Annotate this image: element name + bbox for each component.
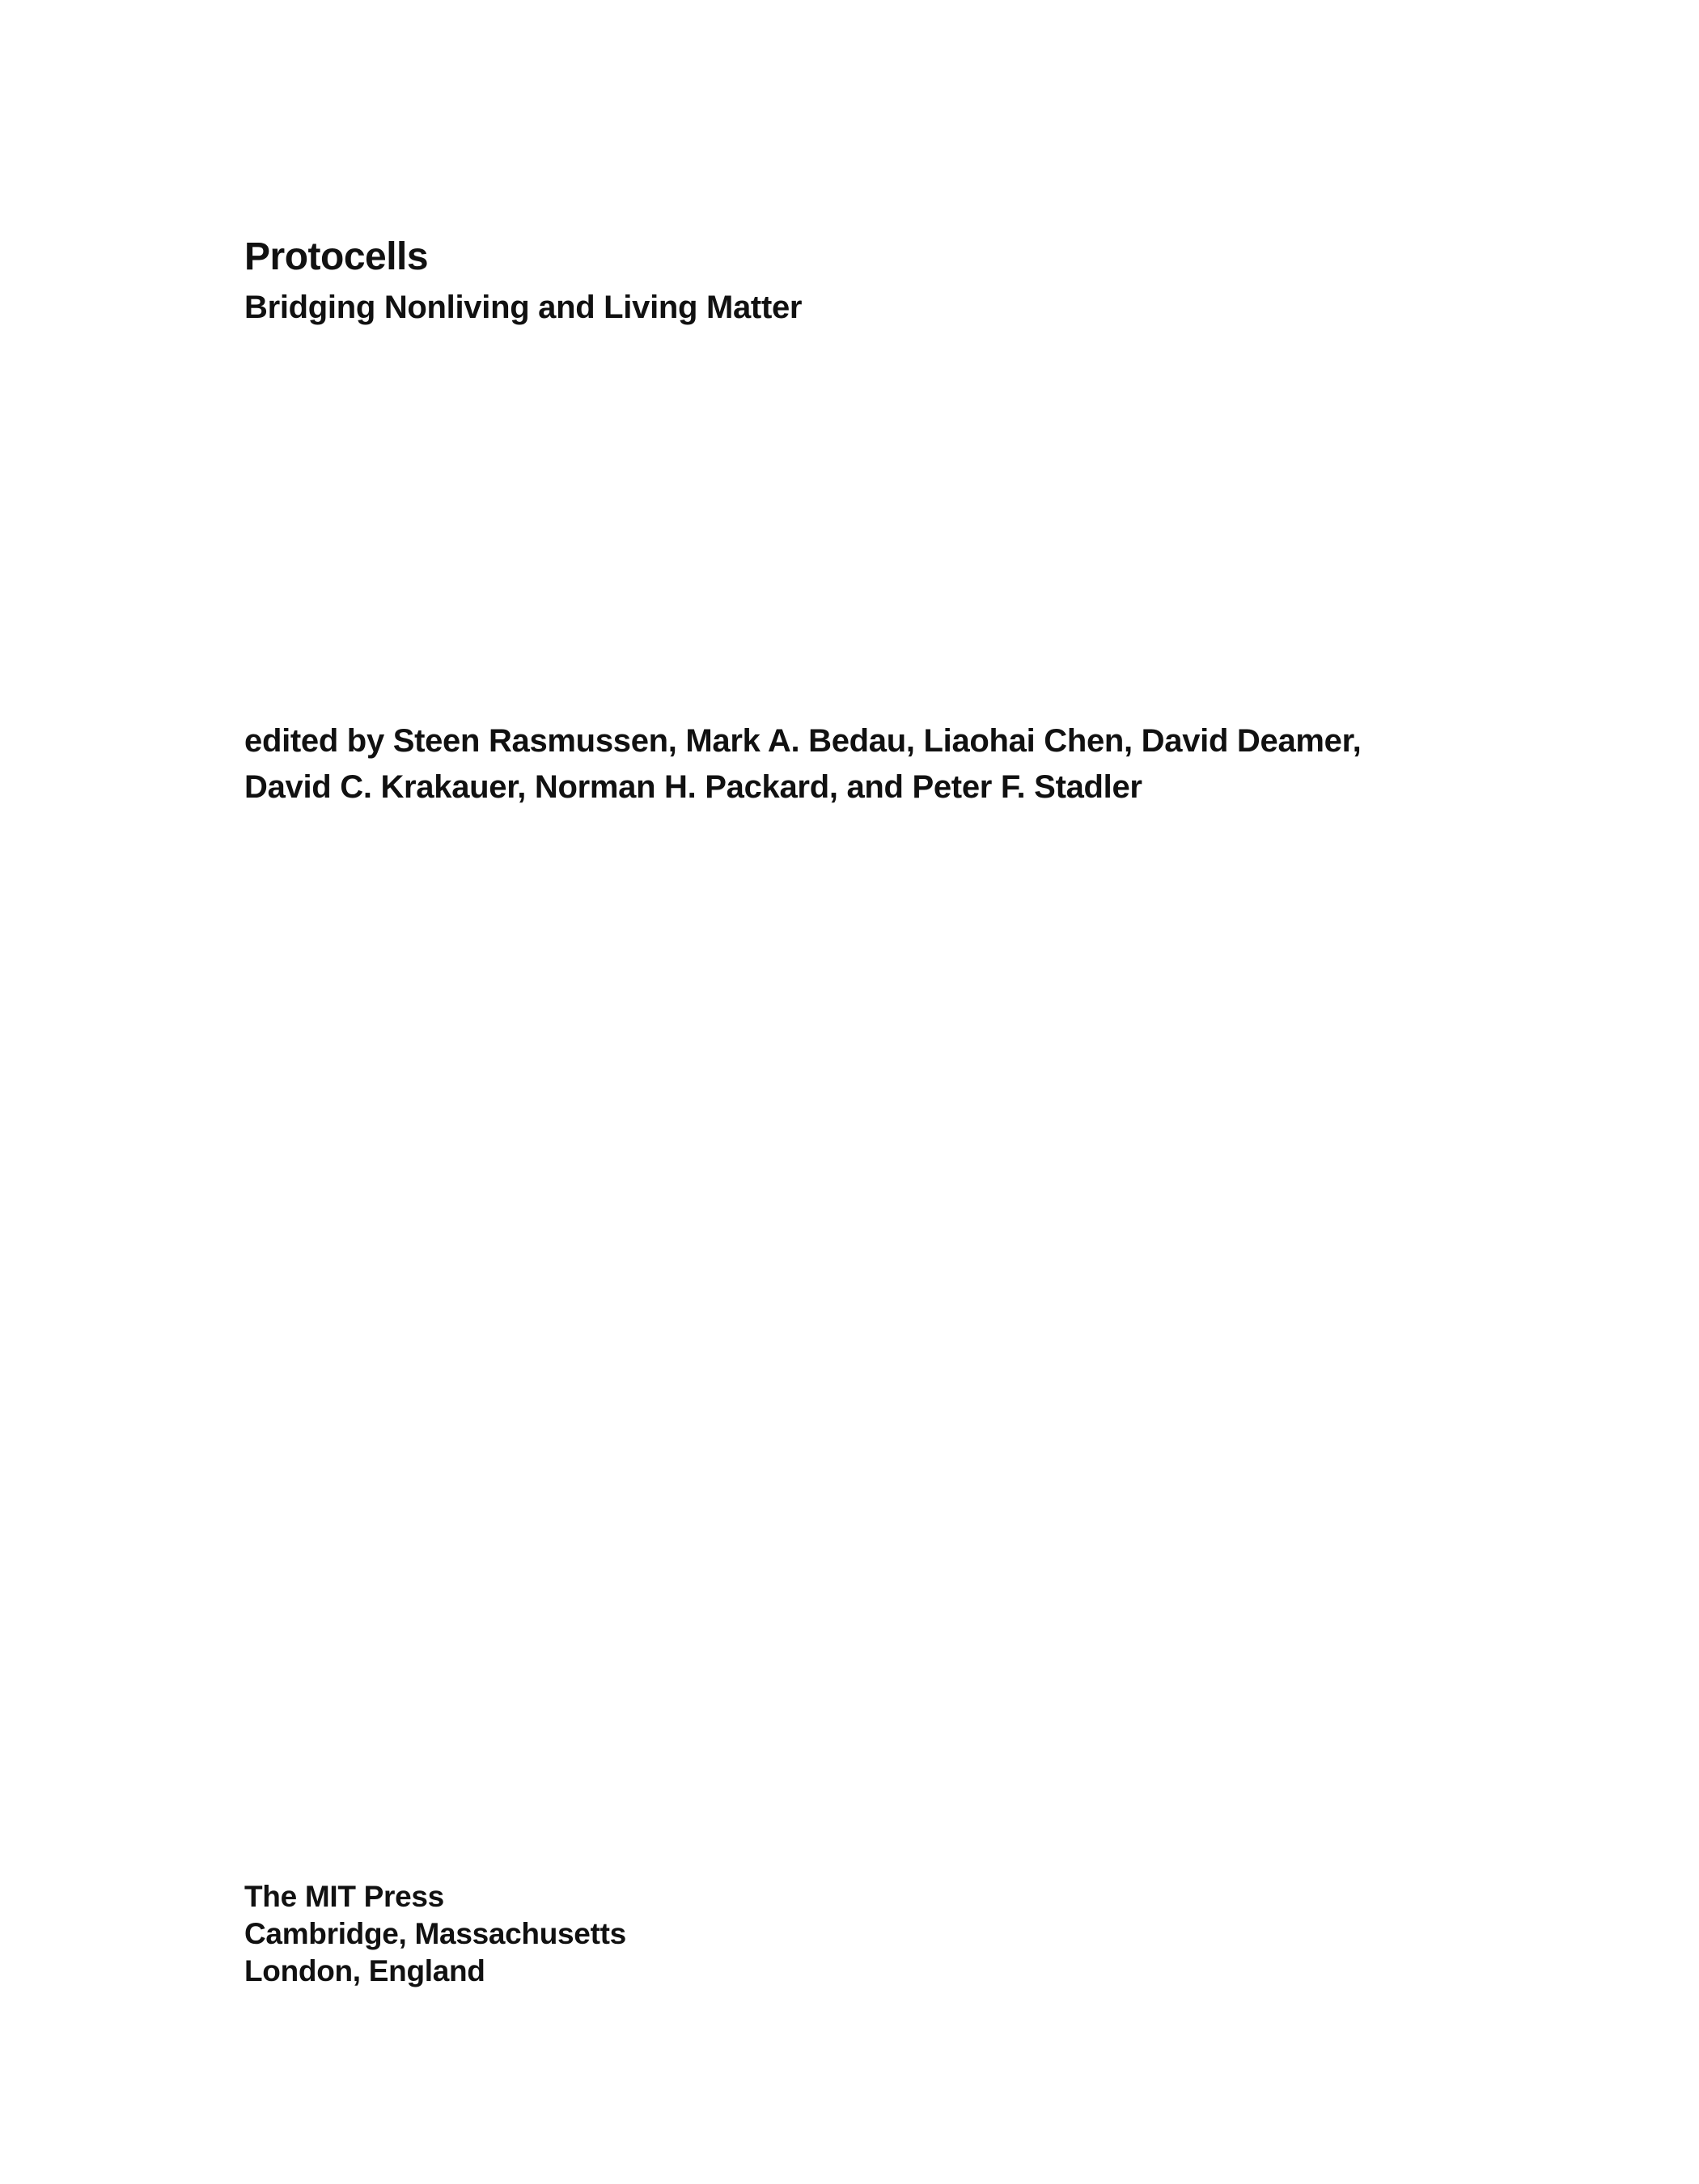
publisher-location: London, England — [244, 1954, 485, 1987]
publisher-imprint — [244, 1878, 626, 1990]
book-title: Protocells — [244, 235, 429, 278]
editors-credit — [244, 718, 1361, 811]
editors-line-1: edited by Steen Rasmussen, Mark A. Bedau, Liaohai Chen, David Deamer, — [244, 723, 1362, 759]
book-subtitle: Bridging Nonliving and Living Matter — [244, 290, 803, 325]
editors-line-2: David C. Krakauer, Norman H. Packard, and Peter F. Stadler — [244, 769, 1142, 805]
publisher-city: Cambridge, Massachusetts — [244, 1917, 626, 1950]
publisher-name: The MIT Press — [244, 1880, 444, 1913]
